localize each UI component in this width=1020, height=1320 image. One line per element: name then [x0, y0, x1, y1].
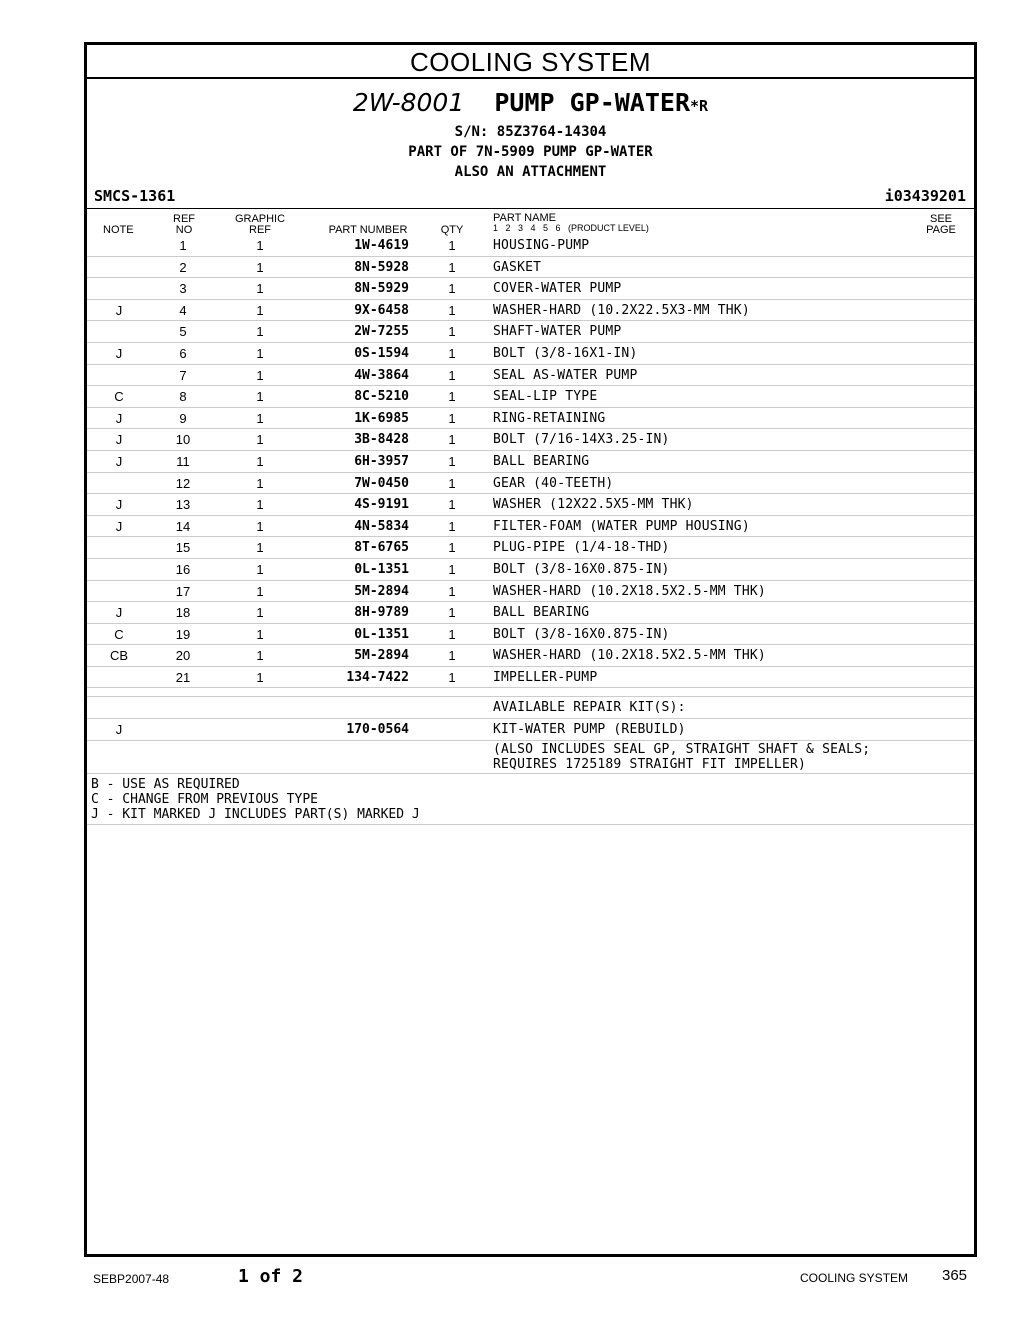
qty-cell: 1 — [448, 669, 456, 685]
part-name-cell: GASKET — [493, 259, 542, 275]
qty-cell: 1 — [448, 302, 456, 318]
graphic-ref-cell: 1 — [256, 367, 264, 383]
part-number-cell: 4S-9191 — [354, 497, 409, 513]
part-number-cell: 7W-0450 — [354, 475, 409, 491]
ref-no-cell: 13 — [175, 497, 191, 513]
part-name-cell: BOLT (3/8-16X0.875-IN) — [493, 561, 670, 577]
note-cell: J — [115, 345, 123, 361]
table-row — [87, 300, 974, 322]
part-number-cell: 0L-1351 — [354, 626, 409, 642]
kit-note-cell: J — [115, 722, 123, 738]
group-part-number: 2W-8001 — [352, 88, 465, 117]
table-row — [87, 516, 974, 538]
table-row — [87, 624, 974, 646]
ref-no-cell: 18 — [175, 605, 191, 621]
table-row — [87, 235, 974, 257]
part-of-line: PART OF 7N-5909 PUMP GP-WATER — [408, 144, 653, 160]
part-number-cell: 0L-1351 — [354, 561, 409, 577]
part-number-cell: 1K-6985 — [354, 410, 409, 426]
table-row — [87, 278, 974, 300]
ref-no-cell: 10 — [175, 432, 191, 448]
ref-no-cell: 20 — [175, 648, 191, 664]
part-name-cell: SHAFT-WATER PUMP — [493, 324, 622, 340]
part-name-cell: IMPELLER-PUMP — [493, 669, 598, 685]
part-number-cell: 5M-2894 — [354, 583, 409, 599]
part-name-cell: HOUSING-PUMP — [493, 238, 590, 253]
part-number-cell: 0S-1594 — [354, 345, 409, 361]
qty-cell: 1 — [448, 345, 456, 361]
col-header-part-name: PART NAME — [493, 212, 556, 224]
col-header-product-level: 1 2 3 4 5 6 (PRODUCT LEVEL) — [493, 223, 649, 233]
graphic-ref-cell: 1 — [256, 540, 264, 556]
graphic-ref-cell: 1 — [256, 345, 264, 361]
page-number: 365 — [942, 1267, 968, 1284]
part-name-cell: RING-RETAINING — [493, 410, 606, 426]
part-name-cell: COVER-WATER PUMP — [493, 281, 622, 297]
graphic-ref-cell: 1 — [256, 475, 264, 491]
kit-part-name: KIT-WATER PUMP (REBUILD) — [493, 722, 686, 738]
graphic-ref-cell: 1 — [256, 324, 264, 340]
table-row — [87, 559, 974, 581]
graphic-ref-cell: 1 — [256, 669, 264, 685]
table-row — [87, 645, 974, 667]
table-row — [87, 408, 974, 430]
qty-cell: 1 — [448, 432, 456, 448]
serial-number: S/N: 85Z3764-14304 — [454, 124, 607, 140]
qty-cell: 1 — [448, 367, 456, 383]
kit-part-number: 170-0564 — [346, 722, 409, 738]
table-row — [87, 451, 974, 473]
table-row — [87, 365, 974, 387]
kit-heading: AVAILABLE REPAIR KIT(S): — [493, 700, 686, 716]
ref-no-cell: 11 — [176, 453, 190, 469]
kit-details-line-1: (ALSO INCLUDES SEAL GP, STRAIGHT SHAFT & SEALS; — [493, 741, 871, 757]
graphic-ref-cell: 1 — [256, 561, 264, 577]
kit-row — [87, 719, 974, 741]
qty-cell: 1 — [448, 238, 456, 253]
qty-cell: 1 — [448, 259, 456, 275]
col-header-note: NOTE — [103, 224, 134, 236]
qty-cell: 1 — [448, 389, 456, 405]
ref-no-cell: 4 — [179, 302, 187, 318]
part-name-cell: BALL BEARING — [493, 605, 590, 621]
attachment-line: ALSO AN ATTACHMENT — [454, 164, 607, 180]
graphic-ref-cell: 1 — [256, 583, 264, 599]
note-cell: C — [114, 389, 124, 405]
ref-no-cell: 17 — [175, 583, 191, 599]
part-name-cell: WASHER (12X22.5X5-MM THK) — [493, 497, 694, 513]
part-number-cell: 8H-9789 — [354, 605, 409, 621]
note-cell: J — [115, 605, 123, 621]
qty-cell: 1 — [448, 540, 456, 556]
col-header-see-2: PAGE — [926, 224, 956, 236]
header-divider — [87, 208, 974, 209]
group-suffix: *R — [690, 97, 709, 115]
ref-no-cell: 7 — [179, 367, 187, 383]
qty-cell: 1 — [448, 561, 456, 577]
qty-cell: 1 — [448, 648, 456, 664]
note-cell: J — [115, 302, 123, 318]
col-header-see-1: SEE — [929, 213, 952, 225]
parts-page-frame — [84, 42, 977, 1257]
parts-list — [87, 235, 974, 825]
part-number-cell: 8N-5929 — [354, 281, 409, 297]
part-number-cell: 8C-5210 — [354, 389, 409, 405]
part-number-cell: 1W-4619 — [354, 238, 409, 253]
part-number-cell: 6H-3957 — [354, 453, 409, 469]
table-row — [87, 537, 974, 559]
graphic-ref-cell: 1 — [256, 453, 264, 469]
graphic-ref-cell: 1 — [256, 497, 264, 513]
graphic-ref-cell: 1 — [256, 626, 264, 642]
illustration-id: i03439201 — [884, 187, 966, 205]
part-name-cell: BOLT (3/8-16X0.875-IN) — [493, 626, 670, 642]
table-row — [87, 667, 974, 689]
ref-no-cell: 3 — [179, 281, 187, 297]
graphic-ref-cell: 1 — [256, 389, 264, 405]
table-row — [87, 602, 974, 624]
graphic-ref-cell: 1 — [256, 302, 264, 318]
table-row — [87, 581, 974, 603]
part-number-cell: 4W-3864 — [354, 367, 409, 383]
kit-heading-row — [87, 697, 974, 719]
table-row — [87, 343, 974, 365]
kit-details — [493, 742, 870, 772]
table-row — [87, 321, 974, 343]
ref-no-cell: 21 — [175, 669, 191, 685]
part-number-cell: 8T-6765 — [354, 540, 409, 556]
note-cell: J — [115, 432, 123, 448]
qty-cell: 1 — [448, 497, 456, 513]
table-row — [87, 494, 974, 516]
ref-no-cell: 6 — [179, 345, 187, 361]
col-header-ref-2: NO — [175, 224, 193, 236]
part-number-cell: 134-7422 — [346, 669, 409, 685]
qty-cell: 1 — [448, 626, 456, 642]
kit-details-line-2: REQUIRES 1725189 STRAIGHT FIT IMPELLER) — [493, 756, 807, 772]
col-header-part-number: PART NUMBER — [328, 224, 408, 236]
qty-cell: 1 — [448, 281, 456, 297]
section-title: COOLING SYSTEM — [87, 45, 974, 79]
part-name-cell: BALL BEARING — [493, 453, 590, 469]
group-part-name: PUMP GP-WATER — [494, 88, 691, 117]
col-header-qty: QTY — [440, 224, 464, 236]
kit-details-row — [87, 741, 974, 774]
col-header-graphic-1: GRAPHIC — [234, 213, 286, 225]
qty-cell: 1 — [448, 324, 456, 340]
page-of: 1 of 2 — [238, 1266, 304, 1287]
graphic-ref-cell: 1 — [256, 259, 264, 275]
graphic-ref-cell: 1 — [256, 281, 264, 297]
qty-cell: 1 — [448, 518, 456, 534]
graphic-ref-cell: 1 — [256, 410, 264, 426]
table-row — [87, 386, 974, 408]
part-name-cell: PLUG-PIPE (1/4-18-THD) — [493, 540, 670, 556]
footer-section: COOLING SYSTEM — [800, 1271, 909, 1285]
note-cell: J — [115, 497, 123, 513]
ref-no-cell: 1 — [179, 238, 187, 253]
graphic-ref-cell: 1 — [256, 605, 264, 621]
table-row — [87, 429, 974, 451]
col-header-ref-1: REF — [173, 213, 195, 225]
note-cell: J — [115, 453, 123, 469]
ref-no-cell: 2 — [179, 259, 187, 275]
group-title-block — [87, 87, 974, 182]
qty-cell: 1 — [448, 453, 456, 469]
part-number-cell: 9X-6458 — [354, 302, 409, 318]
part-name-cell: BOLT (7/16-14X3.25-IN) — [493, 432, 670, 448]
qty-cell: 1 — [448, 475, 456, 491]
part-name-cell: WASHER-HARD (10.2X18.5X2.5-MM THK) — [493, 583, 766, 599]
part-number-cell: 4N-5834 — [354, 518, 409, 534]
table-row — [87, 473, 974, 495]
ref-no-cell: 8 — [179, 389, 187, 405]
ref-no-cell: 9 — [179, 410, 187, 426]
ref-no-cell: 15 — [175, 540, 191, 556]
ref-no-cell: 16 — [175, 561, 191, 577]
part-number-cell: 5M-2894 — [354, 648, 409, 664]
smcs-code: SMCS-1361 — [94, 187, 176, 205]
graphic-ref-cell: 1 — [256, 648, 264, 664]
ref-no-cell: 19 — [175, 626, 191, 642]
part-name-cell: BOLT (3/8-16X1-IN) — [493, 345, 638, 361]
graphic-ref-cell: 1 — [256, 238, 264, 253]
note-cell: CB — [109, 648, 129, 664]
qty-cell: 1 — [448, 605, 456, 621]
note-cell: J — [115, 410, 123, 426]
kit-spacer-row — [87, 688, 974, 697]
legend-item: B - USE AS REQUIRED — [91, 776, 240, 792]
part-number-cell: 3B-8428 — [354, 432, 409, 448]
graphic-ref-cell: 1 — [256, 432, 264, 448]
part-name-cell: SEAL AS-WATER PUMP — [493, 367, 638, 383]
part-name-cell: SEAL-LIP TYPE — [493, 389, 598, 405]
table-row — [87, 257, 974, 279]
part-number-cell: 2W-7255 — [354, 324, 409, 340]
legend-item: C - CHANGE FROM PREVIOUS TYPE — [91, 791, 318, 807]
qty-cell: 1 — [448, 583, 456, 599]
qty-cell: 1 — [448, 410, 456, 426]
ref-no-cell: 14 — [175, 518, 191, 534]
legend-item: J - KIT MARKED J INCLUDES PART(S) MARKED J — [91, 806, 420, 822]
doc-id: SEBP2007-48 — [93, 1272, 170, 1286]
part-name-cell: WASHER-HARD (10.2X18.5X2.5-MM THK) — [493, 648, 766, 664]
part-name-cell: GEAR (40-TEETH) — [493, 475, 614, 491]
ref-no-cell: 12 — [175, 475, 191, 491]
notes-legend — [87, 774, 974, 825]
part-name-cell: WASHER-HARD (10.2X22.5X3-MM THK) — [493, 302, 750, 318]
graphic-ref-cell: 1 — [256, 518, 264, 534]
ref-no-cell: 5 — [179, 324, 187, 340]
note-cell: C — [114, 626, 124, 642]
col-header-graphic-2: REF — [249, 224, 271, 236]
part-number-cell: 8N-5928 — [354, 259, 409, 275]
group-title — [87, 87, 974, 122]
note-cell: J — [115, 518, 123, 534]
part-name-cell: FILTER-FOAM (WATER PUMP HOUSING) — [493, 518, 750, 534]
